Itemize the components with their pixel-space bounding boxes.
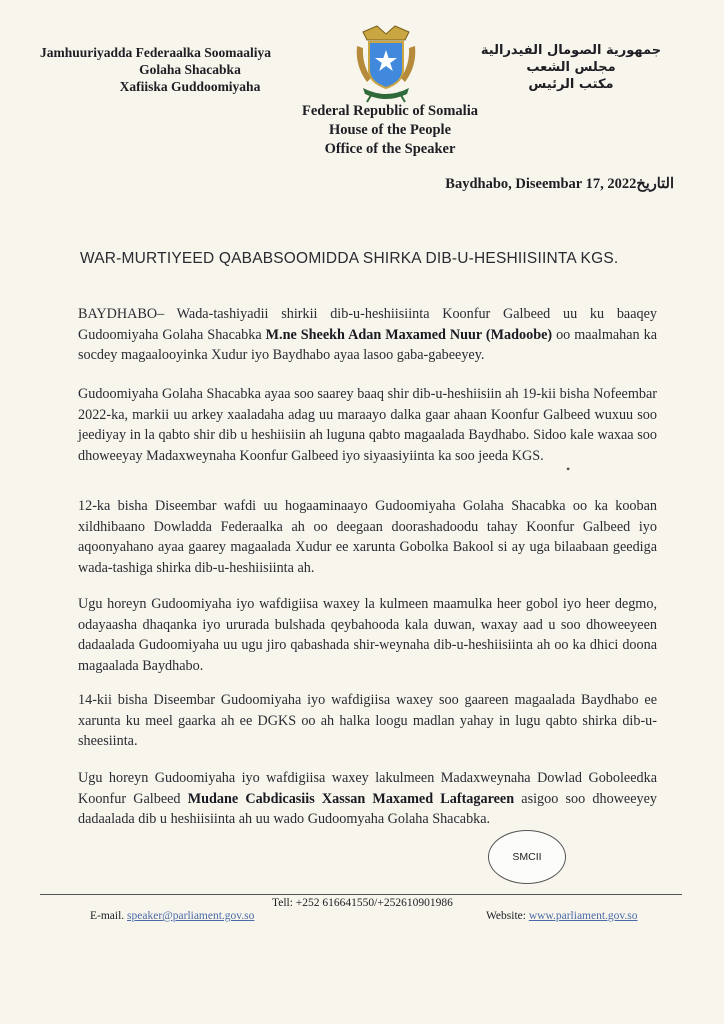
president-name: Mudane Cabdicasiis Xassan Maxamed Laftagareen (187, 790, 515, 807)
footer-email (90, 910, 254, 922)
paragraph-5: 14-kii bisha Diseembar Gudoomiyaha iyo wafdigiisa waxey soo gaareen magaalada Baydhabo ee xarunta ku meel gaarka ah ee DGKS oo ah halka loogu madlan yahay in lugu qabto shirka dib-u-sheesiinta. (78, 692, 657, 749)
stray-mark: • (566, 462, 571, 476)
paragraph-1-text-a: BAYDHABO– Wada-tashiyadii shirkii dib-u-heshiisiinta Koonfur Galbeed uu ku baaqey Gudoomiyaha Golaha Shacabka (78, 306, 657, 343)
website-link[interactable]: www.parliament.gov.so (528, 910, 638, 922)
paragraph-3: 12-ka bisha Diseembar wafdi uu hogaaminaayo Gudoomiyaha Golaha Shacabka oo ka kooban xildhibaano Dowladda Federaalka ah oo deegaan doorashadoodu tahay Koonfur Galbeed iyo aqoonyahano ayaa gaarey magaalada Xudur ee xarunta Gobolka Bakool si ay uga bilaabaan geediga wada-tashiga shirka dib-u-heshiisiinta ah. (78, 498, 657, 576)
document-title: WAR-MURTIYEED QABABSOOMIDDA SHIRKA DIB-U-HESHIISIINTA KGS. (80, 250, 619, 267)
email-label: E-mail. (90, 910, 125, 922)
header-arabic-line-1: جمهورية الصومال الفيدرالية (480, 43, 662, 58)
header-english-line-2: House of the People (328, 122, 452, 138)
header-english-line-3: Office of the Speaker (324, 141, 456, 157)
paragraph-1-text-c: oo maalmahan ka socdey magaalooyinka Xudur iyo Baydhabo ayaa lasoo gaba-gabeeyey. (78, 326, 658, 363)
header-arabic-line-2: مجلس الشعب (526, 60, 616, 75)
header-arabic-line-3: مكتب الرئيس (528, 77, 614, 92)
email-link[interactable]: speaker@parliament.gov.so (127, 910, 255, 922)
header-english (270, 102, 510, 159)
paragraph-6 (78, 768, 657, 830)
paragraph-1 (78, 304, 657, 366)
paragraph-4: Ugu horeyn Gudoomiyaha iyo wafdigiisa waxey la kulmeen maamulka heer gobol iyo heer degmo, odayaasha dhaqanka iyo ururada bulshada qeybahooda kala duwan, waxay aad u soo dhoweeyeen dadaalada Gudoomiyaha uu ugu jiro qabashada shir-weynaha dib-u-heshiisiinta ah oo ka dhici doona magaalada Baydhabo. (78, 596, 657, 674)
letter-date: Baydhabo, Diseembar 17, 2022التاريخ (445, 176, 674, 192)
speaker-name: M.ne Sheekh Adan Maxamed Nuur (Madoobe) (265, 326, 553, 343)
somalia-emblem-icon (353, 22, 419, 104)
header-somali-line-3: Xafiiska Guddoomiyaha (119, 79, 261, 94)
header-somali-line-1: Jamhuuriyadda Federaalka Soomaaliya (40, 45, 272, 60)
header-arabic (466, 42, 676, 93)
paragraph-6-text-a: Ugu horeyn Gudoomiyaha iyo wafdigiisa waxey lakulmeen Madaxweynaha Dowlad Goboleedka Koonfur Galbeed (78, 770, 657, 807)
footer-website (486, 910, 638, 922)
header-english-line-1: Federal Republic of Somalia (301, 103, 478, 119)
header-somali-line-2: Golaha Shacabka (139, 62, 241, 77)
footer-divider (40, 894, 682, 895)
website-label: Website: (486, 910, 526, 922)
paragraph-6-text-c: asigoo soo dhoweeyey dadaalada dib u heshiisiinta ah uu wado Gudoomyaha Golaha Shacabka. (78, 790, 657, 827)
smc-stamp: SMCII (488, 830, 566, 884)
paragraph-2: Gudoomiyaha Golaha Shacabka ayaa soo saarey baaq shir dib-u-heshiisiin ah 19-kii bisha Nofeembar 2022-ka, markii uu arkey xaaladaha adag uu maraayo dalka gaar ahaan Koonfur Galbeed wuxuu soo jeediyay in la qabto shir dib u heshiisiin ah luguna qabto magaalada Baydhabo. Sidoo kale waxaa soo dhoweeyay Madaxweynaha Koonfur Galbeed iyo siyaasiyiinta ka soo jeeda KGS. (78, 386, 657, 464)
footer-telephone: Tell: +252 616641550/+252610901986 (272, 897, 453, 909)
header-somali (40, 44, 340, 95)
